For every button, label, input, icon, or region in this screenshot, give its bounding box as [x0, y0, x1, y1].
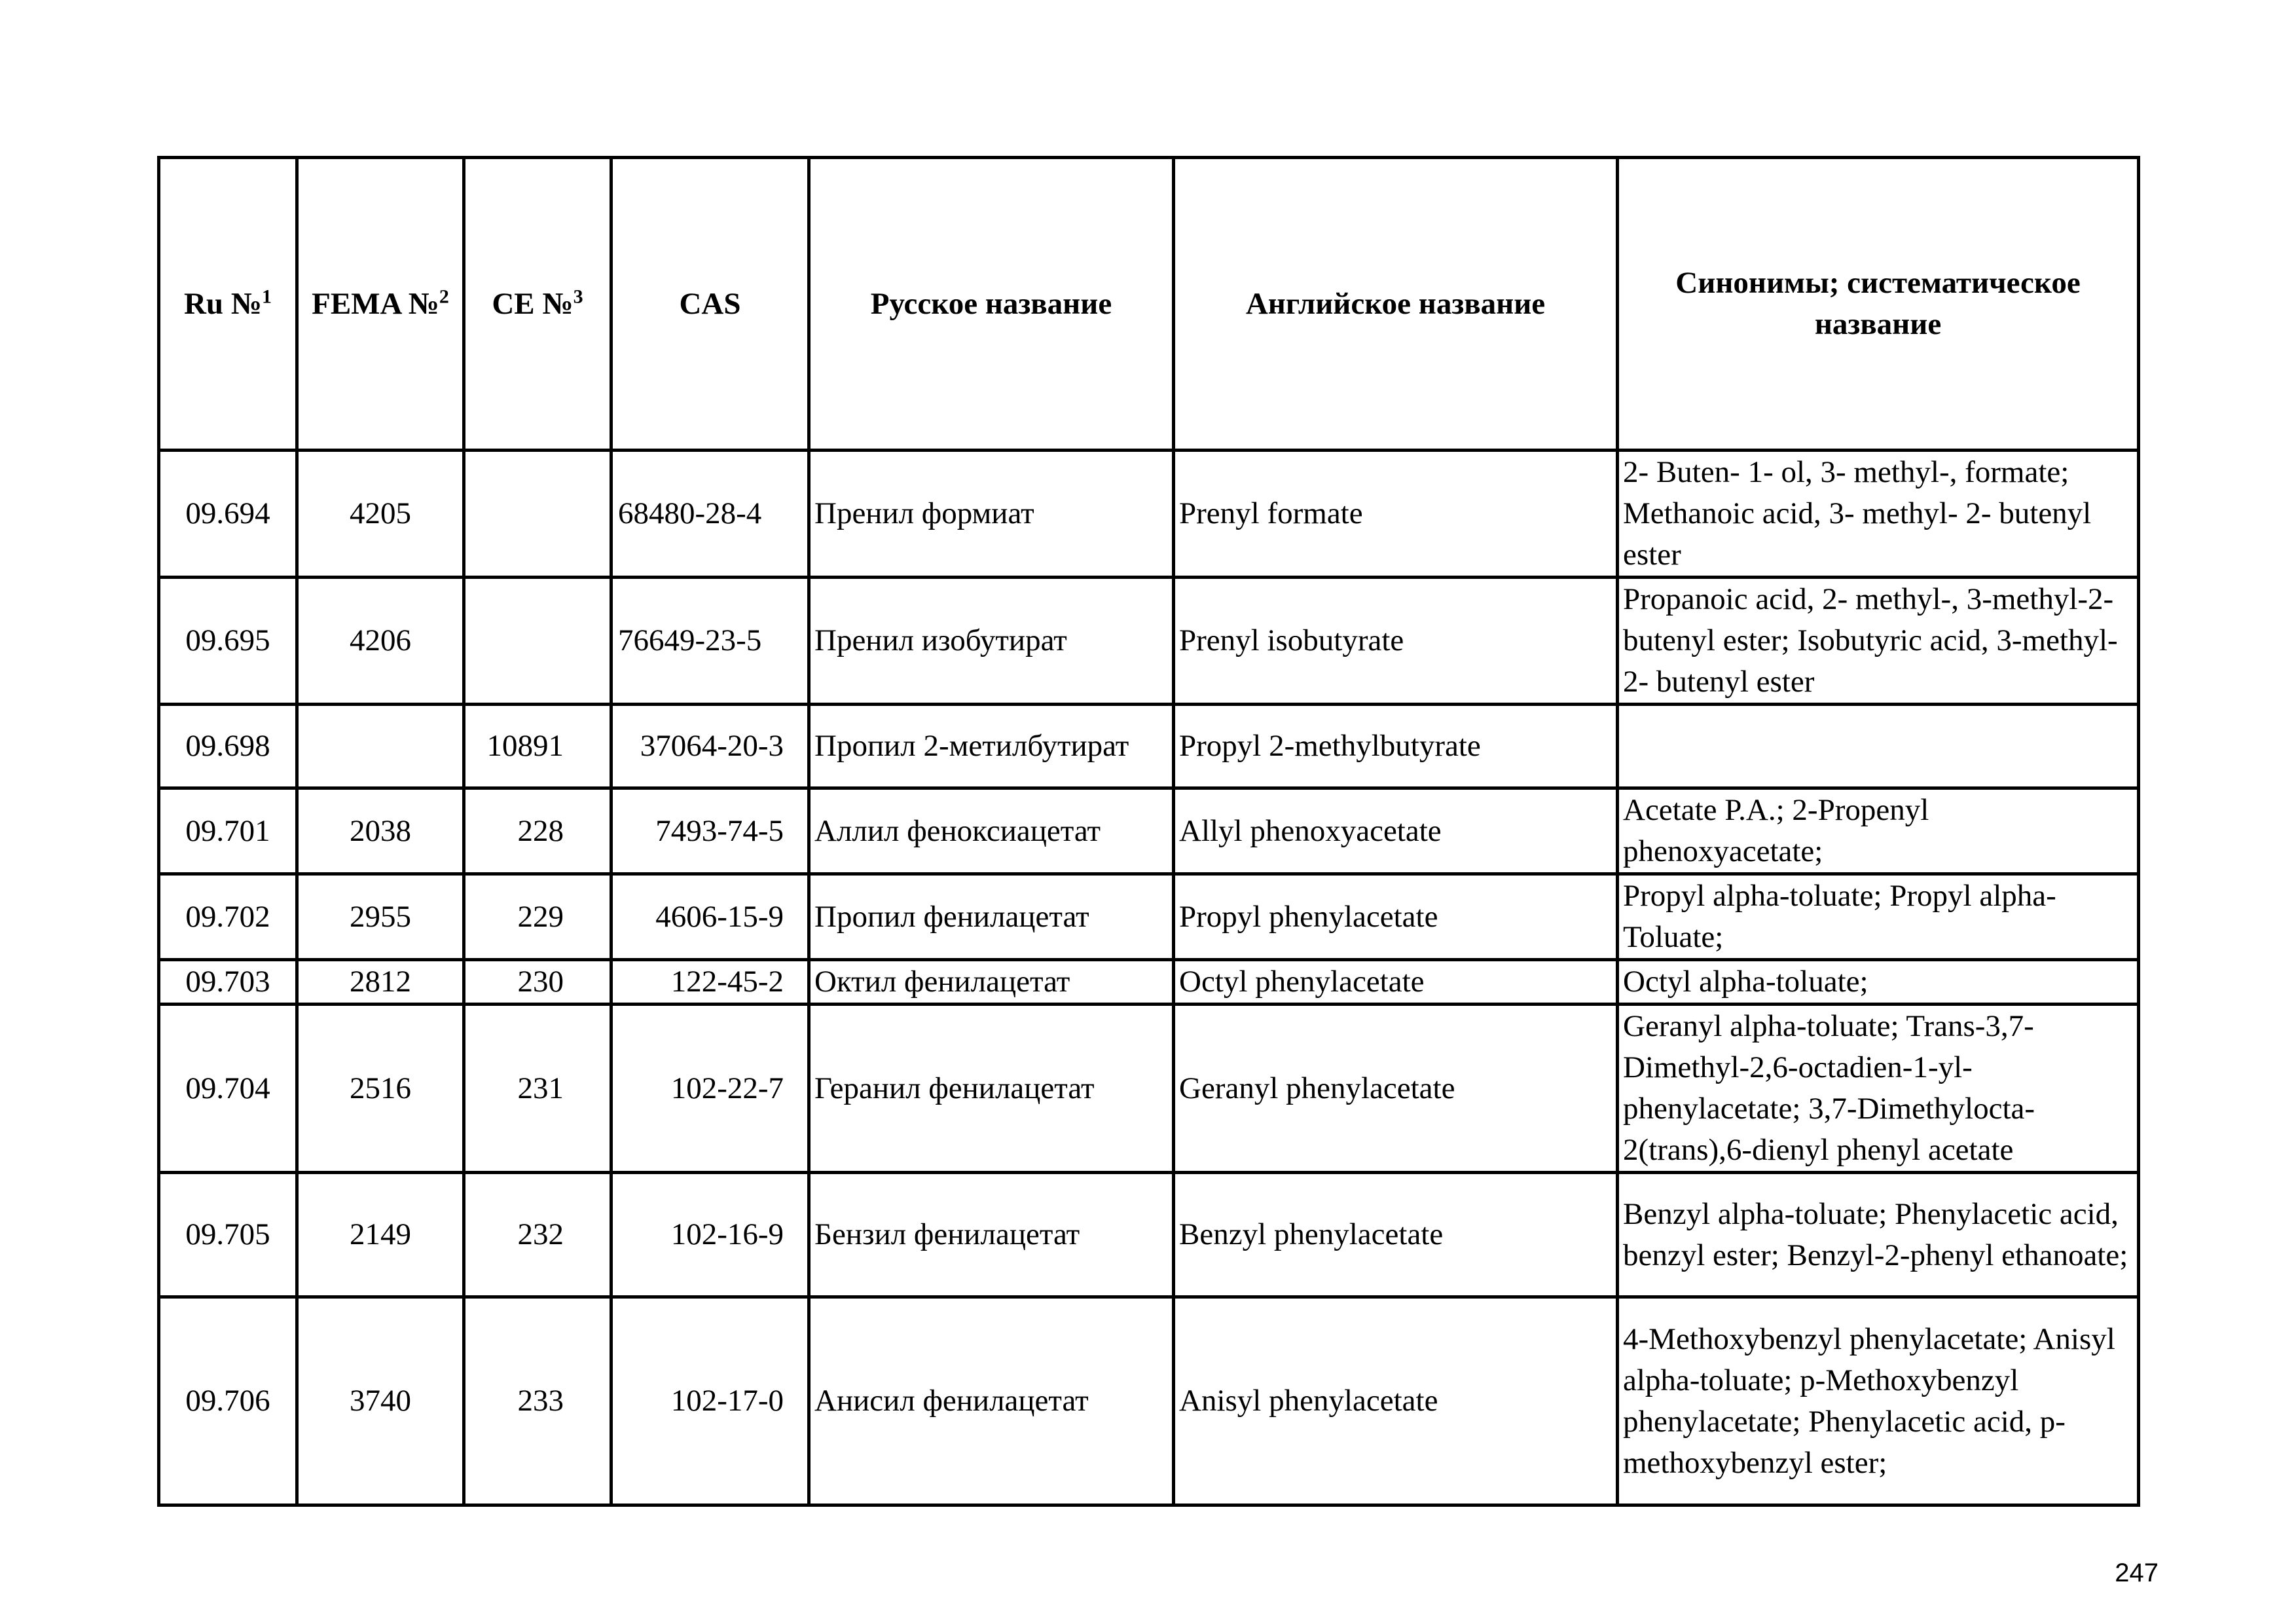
cell-ce-number — [464, 578, 611, 705]
cell-fema-number: 2149 — [297, 1173, 464, 1297]
cell-russian-name: Геранил фенилацетат — [809, 1005, 1174, 1173]
cell-synonyms — [1618, 705, 2139, 788]
cell-english-name: Allyl phenoxyacetate — [1174, 788, 1618, 874]
cell-russian-name: Пренил изобутират — [809, 578, 1174, 705]
cell-ru-number: 09.704 — [159, 1005, 297, 1173]
cell-russian-name: Октил фенилацетат — [809, 960, 1174, 1005]
cell-russian-name: Пропил фенилацетат — [809, 874, 1174, 960]
cell-synonyms: Propyl alpha-toluate; Propyl alpha-Toluate; — [1618, 874, 2139, 960]
cell-cas-number: 102-22-7 — [611, 1005, 809, 1173]
header-fema-number: FEMA №$^2$ — [297, 158, 464, 451]
cell-fema-number: 2812 — [297, 960, 464, 1005]
cell-cas-number: 102-17-0 — [611, 1297, 809, 1505]
cell-ce-number: 228 — [464, 788, 611, 874]
cell-english-name: Octyl phenylacetate — [1174, 960, 1618, 1005]
cell-fema-number — [297, 705, 464, 788]
table-row — [159, 788, 2139, 874]
cell-ru-number: 09.695 — [159, 578, 297, 705]
cell-ru-number: 09.703 — [159, 960, 297, 1005]
cell-fema-number: 4205 — [297, 451, 464, 578]
cell-fema-number: 2038 — [297, 788, 464, 874]
cell-fema-number: 2516 — [297, 1005, 464, 1173]
cell-ce-number: 233 — [464, 1297, 611, 1505]
cell-fema-number: 3740 — [297, 1297, 464, 1505]
cell-synonyms: 4-Methoxybenzyl phenylacetate; Anisyl alpha-toluate; p-Methoxybenzyl phenylacetate; Phenylacetic acid, p-methoxybenzyl ester; — [1618, 1297, 2139, 1505]
table-row — [159, 874, 2139, 960]
cell-english-name: Geranyl phenylacetate — [1174, 1005, 1618, 1173]
cell-cas-number: 76649-23-5 — [611, 578, 809, 705]
table-row — [159, 451, 2139, 578]
header-ru-number: Ru №$^1$ — [159, 158, 297, 451]
cell-ce-number: 230 — [464, 960, 611, 1005]
header-synonyms: Синонимы; систематическое название — [1618, 158, 2139, 451]
table-row — [159, 578, 2139, 705]
cell-fema-number: 4206 — [297, 578, 464, 705]
cell-cas-number: 4606-15-9 — [611, 874, 809, 960]
cell-cas-number: 68480-28-4 — [611, 451, 809, 578]
cell-cas-number: 7493-74-5 — [611, 788, 809, 874]
header-cas: CAS — [611, 158, 809, 451]
cell-synonyms: Propanoic acid, 2- methyl-, 3-methyl-2- butenyl ester; Isobutyric acid, 3-methyl- 2- butenyl ester — [1618, 578, 2139, 705]
cell-ce-number: 10891 — [464, 705, 611, 788]
cell-russian-name: Пренил формиат — [809, 451, 1174, 578]
cell-ce-number — [464, 451, 611, 578]
cell-synonyms: 2- Buten- 1- ol, 3- methyl-, formate; Methanoic acid, 3- methyl- 2- butenyl ester — [1618, 451, 2139, 578]
cell-ru-number: 09.701 — [159, 788, 297, 874]
page-number: 247 — [2115, 1559, 2159, 1587]
cell-ru-number: 09.705 — [159, 1173, 297, 1297]
table-row — [159, 1297, 2139, 1505]
cell-english-name: Anisyl phenylacetate — [1174, 1297, 1618, 1505]
table-row — [159, 1173, 2139, 1297]
cell-russian-name: Пропил 2-метилбутират — [809, 705, 1174, 788]
cell-ru-number: 09.694 — [159, 451, 297, 578]
cell-cas-number: 102-16-9 — [611, 1173, 809, 1297]
cell-english-name: Benzyl phenylacetate — [1174, 1173, 1618, 1297]
cell-russian-name: Бензил фенилацетат — [809, 1173, 1174, 1297]
table-row — [159, 705, 2139, 788]
cell-cas-number: 122-45-2 — [611, 960, 809, 1005]
table-row — [159, 1005, 2139, 1173]
cell-synonyms: Geranyl alpha-toluate; Trans-3,7-Dimethyl-2,6-octadien-1-yl-phenylacetate; 3,7-Dimethylocta-2(trans),6-dienyl phenyl acetate — [1618, 1005, 2139, 1173]
cell-russian-name: Аллил феноксиацетат — [809, 788, 1174, 874]
cell-ru-number: 09.702 — [159, 874, 297, 960]
cell-ce-number: 232 — [464, 1173, 611, 1297]
cell-cas-number: 37064-20-3 — [611, 705, 809, 788]
header-ce-number: CE №$^3$ — [464, 158, 611, 451]
cell-ce-number: 231 — [464, 1005, 611, 1173]
flavoring-substances-table — [157, 156, 2140, 1507]
cell-english-name: Prenyl isobutyrate — [1174, 578, 1618, 705]
cell-ru-number: 09.698 — [159, 705, 297, 788]
cell-english-name: Propyl phenylacetate — [1174, 874, 1618, 960]
table-body — [159, 451, 2139, 1505]
cell-ce-number: 229 — [464, 874, 611, 960]
cell-english-name: Propyl 2-methylbutyrate — [1174, 705, 1618, 788]
table-header-row — [159, 158, 2139, 451]
table-row — [159, 960, 2139, 1005]
cell-russian-name: Анисил фенилацетат — [809, 1297, 1174, 1505]
cell-synonyms: Benzyl alpha-toluate; Phenylacetic acid, benzyl ester; Benzyl-2-phenyl ethanoate; — [1618, 1173, 2139, 1297]
cell-synonyms: Acetate P.A.; 2-Propenyl phenoxyacetate; — [1618, 788, 2139, 874]
cell-ru-number: 09.706 — [159, 1297, 297, 1505]
header-russian-name: Русское название — [809, 158, 1174, 451]
cell-english-name: Prenyl formate — [1174, 451, 1618, 578]
cell-fema-number: 2955 — [297, 874, 464, 960]
cell-synonyms: Octyl alpha-toluate; — [1618, 960, 2139, 1005]
header-english-name: Английское название — [1174, 158, 1618, 451]
